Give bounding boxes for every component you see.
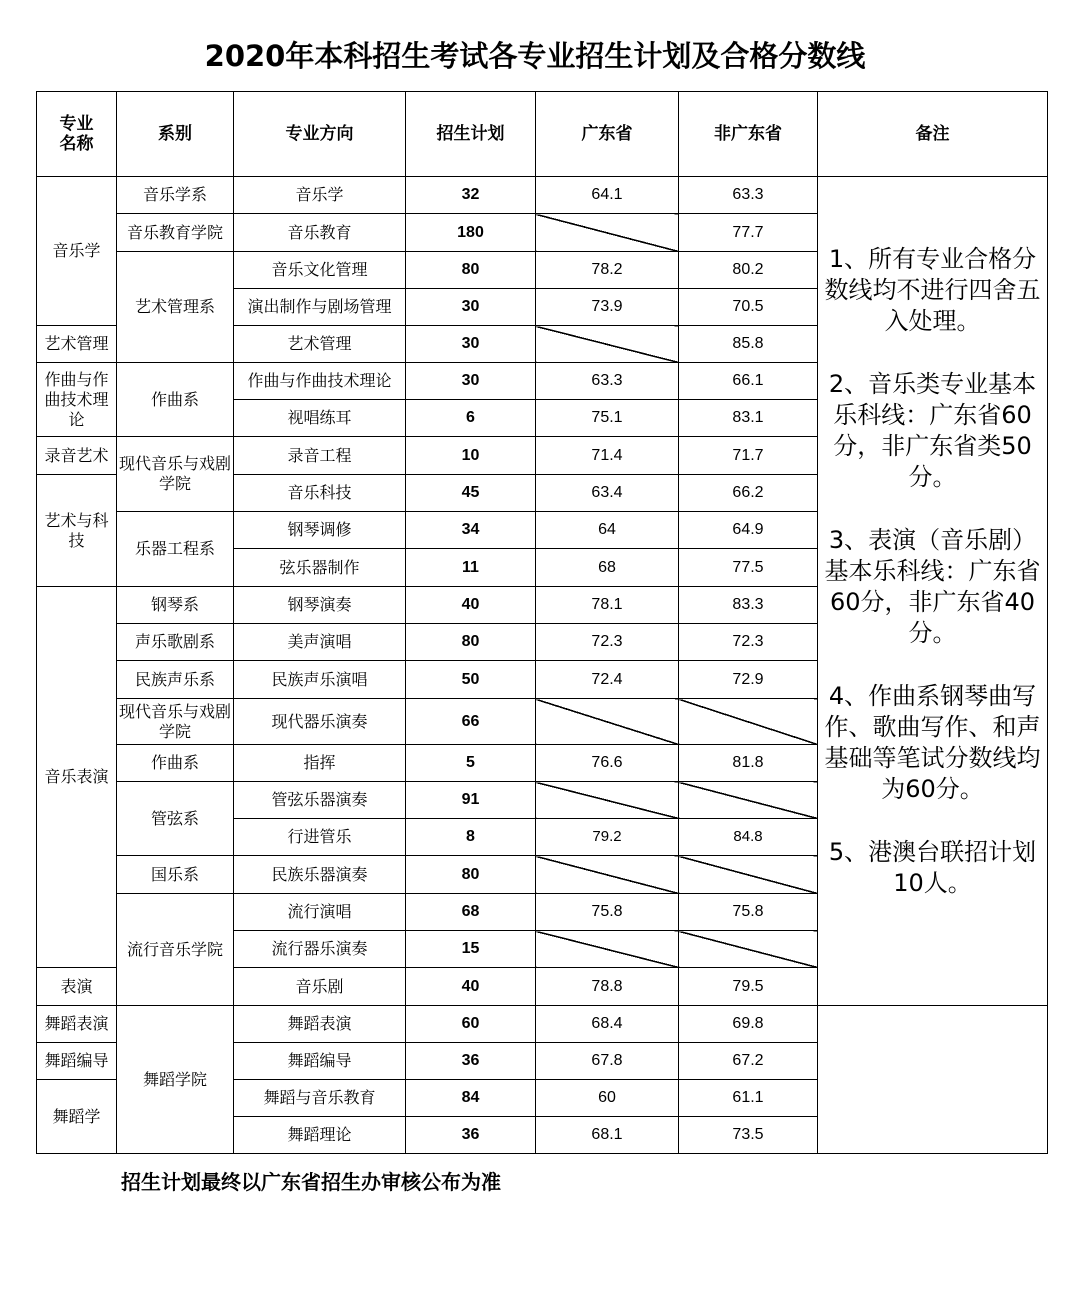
- direction-cell: 音乐剧: [234, 968, 406, 1006]
- major-cell: 表演: [37, 968, 117, 1006]
- direction-cell: 现代器乐演奏: [234, 699, 406, 745]
- major-cell: 舞蹈表演: [37, 1006, 117, 1043]
- table-row: [37, 177, 1048, 214]
- dept-cell: 现代音乐与戏剧学院: [117, 699, 234, 745]
- direction-cell: 民族乐器演奏: [234, 856, 406, 894]
- plan-cell: 15: [406, 931, 536, 968]
- dept-cell: 民族声乐系: [117, 661, 234, 699]
- gd-score-empty-cell: [536, 699, 679, 745]
- non-gd-score-cell: 61.1: [679, 1080, 818, 1117]
- non-gd-score-cell: 80.2: [679, 252, 818, 289]
- non-gd-score-cell: 63.3: [679, 177, 818, 214]
- gd-score-cell: 78.8: [536, 968, 679, 1006]
- gd-score-empty-cell: [536, 782, 679, 819]
- plan-cell: 8: [406, 819, 536, 856]
- major-cell: 艺术管理: [37, 326, 117, 363]
- gd-score-empty-cell: [536, 856, 679, 894]
- non-gd-score-cell: 69.8: [679, 1006, 818, 1043]
- direction-cell: 音乐教育: [234, 214, 406, 252]
- direction-cell: 管弦乐器演奏: [234, 782, 406, 819]
- gd-score-cell: 68.1: [536, 1117, 679, 1154]
- note-3: 3、表演（音乐剧）基本乐科线：广东省60分，非广东省40分。: [824, 525, 1041, 647]
- gd-score-cell: 64: [536, 512, 679, 549]
- non-gd-score-cell: 72.9: [679, 661, 818, 699]
- header-non-gd: 非广东省: [679, 92, 818, 177]
- major-cell: 舞蹈编导: [37, 1043, 117, 1080]
- plan-cell: 30: [406, 326, 536, 363]
- major-cell: 作曲与作曲技术理论: [37, 363, 117, 437]
- plan-cell: 80: [406, 252, 536, 289]
- dept-cell: 管弦系: [117, 782, 234, 856]
- dept-cell: 流行音乐学院: [117, 894, 234, 1006]
- header-direction: 专业方向: [234, 92, 406, 177]
- direction-cell: 流行演唱: [234, 894, 406, 931]
- plan-cell: 30: [406, 289, 536, 326]
- direction-cell: 艺术管理: [234, 326, 406, 363]
- header-row: [37, 92, 1048, 177]
- direction-cell: 指挥: [234, 745, 406, 782]
- non-gd-score-empty-cell: [679, 699, 818, 745]
- note-4: 4、作曲系钢琴曲写作、歌曲写作、和声基础等笔试分数线均为60分。: [824, 681, 1041, 803]
- major-cell: 艺术与科技: [37, 475, 117, 587]
- plan-cell: 11: [406, 549, 536, 587]
- gd-score-cell: 68: [536, 549, 679, 587]
- direction-cell: 演出制作与剧场管理: [234, 289, 406, 326]
- gd-score-cell: 63.3: [536, 363, 679, 400]
- plan-cell: 68: [406, 894, 536, 931]
- gd-score-cell: 67.8: [536, 1043, 679, 1080]
- dept-cell: 音乐教育学院: [117, 214, 234, 252]
- direction-cell: 行进管乐: [234, 819, 406, 856]
- plan-cell: 34: [406, 512, 536, 549]
- dept-cell: 作曲系: [117, 745, 234, 782]
- plan-cell: 66: [406, 699, 536, 745]
- non-gd-score-cell: 72.3: [679, 624, 818, 661]
- header-gd: 广东省: [536, 92, 679, 177]
- major-cell: 音乐学: [37, 177, 117, 326]
- plan-cell: 6: [406, 400, 536, 437]
- direction-cell: 舞蹈理论: [234, 1117, 406, 1154]
- non-gd-score-cell: 84.8: [679, 819, 818, 856]
- direction-cell: 民族声乐演唱: [234, 661, 406, 699]
- direction-cell: 音乐学: [234, 177, 406, 214]
- direction-cell: 舞蹈表演: [234, 1006, 406, 1043]
- non-gd-score-cell: 77.5: [679, 549, 818, 587]
- dept-cell: 音乐学系: [117, 177, 234, 214]
- plan-cell: 36: [406, 1117, 536, 1154]
- gd-score-cell: 64.1: [536, 177, 679, 214]
- direction-cell: 作曲与作曲技术理论: [234, 363, 406, 400]
- plan-cell: 40: [406, 968, 536, 1006]
- plan-cell: 30: [406, 363, 536, 400]
- dept-cell: 舞蹈学院: [117, 1006, 234, 1154]
- non-gd-score-empty-cell: [679, 931, 818, 968]
- direction-cell: 美声演唱: [234, 624, 406, 661]
- non-gd-score-cell: 83.1: [679, 400, 818, 437]
- plan-cell: 40: [406, 587, 536, 624]
- major-cell: 音乐表演: [37, 587, 117, 968]
- gd-score-cell: 60: [536, 1080, 679, 1117]
- gd-score-cell: 71.4: [536, 437, 679, 475]
- gd-score-cell: 79.2: [536, 819, 679, 856]
- non-gd-score-cell: 75.8: [679, 894, 818, 931]
- header-major: 专业 名称: [37, 92, 117, 177]
- gd-score-empty-cell: [536, 326, 679, 363]
- dept-cell: 声乐歌剧系: [117, 624, 234, 661]
- major-cell: 录音艺术: [37, 437, 117, 475]
- dept-cell: 国乐系: [117, 856, 234, 894]
- gd-score-cell: 78.1: [536, 587, 679, 624]
- gd-score-empty-cell: [536, 931, 679, 968]
- plan-cell: 10: [406, 437, 536, 475]
- non-gd-score-cell: 67.2: [679, 1043, 818, 1080]
- dept-cell: 乐器工程系: [117, 512, 234, 587]
- note-5: 5、港澳台联招计划10人。: [828, 837, 1037, 897]
- plan-cell: 36: [406, 1043, 536, 1080]
- direction-cell: 舞蹈编导: [234, 1043, 406, 1080]
- non-gd-score-cell: 81.8: [679, 745, 818, 782]
- gd-score-cell: 72.4: [536, 661, 679, 699]
- gd-score-cell: 72.3: [536, 624, 679, 661]
- plan-cell: 80: [406, 624, 536, 661]
- non-gd-score-cell: 83.3: [679, 587, 818, 624]
- plan-cell: 32: [406, 177, 536, 214]
- header-notes: 备注: [818, 92, 1048, 177]
- non-gd-score-cell: 64.9: [679, 512, 818, 549]
- plan-cell: 45: [406, 475, 536, 512]
- direction-cell: 钢琴演奏: [234, 587, 406, 624]
- direction-cell: 流行器乐演奏: [234, 931, 406, 968]
- non-gd-score-cell: 77.7: [679, 214, 818, 252]
- admission-plan-table: [36, 91, 1048, 1154]
- non-gd-score-cell: 66.2: [679, 475, 818, 512]
- non-gd-score-cell: 85.8: [679, 326, 818, 363]
- note-2: 2、音乐类专业基本乐科线：广东省60分，非广东省类50分。: [828, 369, 1037, 491]
- non-gd-score-cell: 71.7: [679, 437, 818, 475]
- gd-score-cell: 75.1: [536, 400, 679, 437]
- direction-cell: 音乐科技: [234, 475, 406, 512]
- plan-cell: 91: [406, 782, 536, 819]
- page-title: 2020年本科招生考试各专业招生计划及合格分数线: [204, 39, 866, 73]
- plan-cell: 80: [406, 856, 536, 894]
- dept-cell: 钢琴系: [117, 587, 234, 624]
- gd-score-cell: 75.8: [536, 894, 679, 931]
- major-cell: 舞蹈学: [37, 1080, 117, 1154]
- header-plan: 招生计划: [406, 92, 536, 177]
- gd-score-cell: 68.4: [536, 1006, 679, 1043]
- non-gd-score-empty-cell: [679, 782, 818, 819]
- direction-cell: 录音工程: [234, 437, 406, 475]
- gd-score-cell: 63.4: [536, 475, 679, 512]
- footer-note: 招生计划最终以广东省招生办审核公布为准: [121, 1170, 501, 1194]
- note-1: 1、所有专业合格分数线均不进行四舍五入处理。: [824, 244, 1041, 335]
- gd-score-cell: 73.9: [536, 289, 679, 326]
- plan-cell: 60: [406, 1006, 536, 1043]
- plan-cell: 84: [406, 1080, 536, 1117]
- gd-score-cell: 78.2: [536, 252, 679, 289]
- notes-cell: [818, 177, 1048, 1006]
- direction-cell: 弦乐器制作: [234, 549, 406, 587]
- non-gd-score-cell: 66.1: [679, 363, 818, 400]
- table-row: [37, 1006, 1048, 1043]
- plan-cell: 5: [406, 745, 536, 782]
- non-gd-score-cell: 79.5: [679, 968, 818, 1006]
- header-dept: 系别: [117, 92, 234, 177]
- dept-cell: 现代音乐与戏剧学院: [117, 437, 234, 512]
- direction-cell: 音乐文化管理: [234, 252, 406, 289]
- non-gd-score-empty-cell: [679, 856, 818, 894]
- non-gd-score-cell: 73.5: [679, 1117, 818, 1154]
- direction-cell: 钢琴调修: [234, 512, 406, 549]
- dept-cell: 作曲系: [117, 363, 234, 437]
- non-gd-score-cell: 70.5: [679, 289, 818, 326]
- gd-score-cell: 76.6: [536, 745, 679, 782]
- plan-cell: 50: [406, 661, 536, 699]
- gd-score-empty-cell: [536, 214, 679, 252]
- direction-cell: 舞蹈与音乐教育: [234, 1080, 406, 1117]
- dept-cell: 艺术管理系: [117, 252, 234, 363]
- direction-cell: 视唱练耳: [234, 400, 406, 437]
- notes-blank-cell: [818, 1006, 1048, 1154]
- plan-cell: 180: [406, 214, 536, 252]
